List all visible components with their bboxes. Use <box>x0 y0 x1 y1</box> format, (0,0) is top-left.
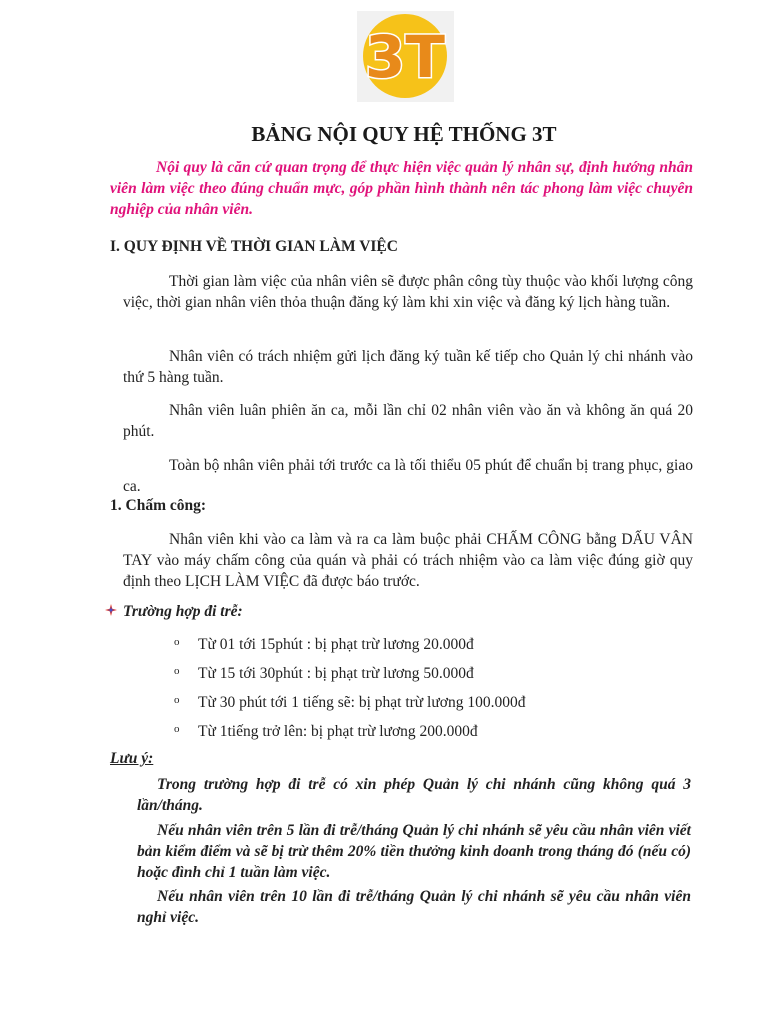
subsection-heading: 1. Chấm công: <box>110 497 207 514</box>
document-title: BẢNG NỘI QUY HỆ THỐNG 3T <box>251 122 557 146</box>
fine-text: Từ 30 phút tới 1 tiếng sẽ: bị phạt trừ lương 100.000đ <box>198 694 526 711</box>
fine-item <box>174 636 474 654</box>
circle-bullet: o <box>174 665 180 677</box>
logo-text: 3T <box>365 23 445 91</box>
paragraph-text: Nhân viên có trách nhiệm gửi lịch đăng ký tuần kế tiếp cho Quản lý chi nhánh vào thứ 5 hàng tuần. <box>123 348 693 386</box>
fine-text: Từ 01 tới 15phút : bị phạt trừ lương 20.000đ <box>198 636 474 653</box>
note-label: Lưu ý: <box>110 750 154 767</box>
paragraph-text: Thời gian làm việc của nhân viên sẽ được phân công tùy thuộc vào khối lượng công việc, thời gian nhân viên thỏa thuận đăng ký làm khi xin việc và đăng ký lịch hàng tuần. <box>123 273 693 311</box>
four-point-star-icon <box>105 603 123 621</box>
fine-text: Từ 1tiếng trở lên: bị phạt trừ lương 200.000đ <box>198 723 478 740</box>
note-text: Trong trường hợp đi trễ có xin phép Quản lý chi nhánh cũng không quá 3 lần/tháng. <box>137 776 691 814</box>
intro-paragraph <box>110 157 693 220</box>
3t-logo-icon <box>357 11 454 102</box>
late-case-heading <box>105 603 243 621</box>
paragraph <box>123 346 693 388</box>
fine-text: Từ 15 tới 30phút : bị phạt trừ lương 50.000đ <box>198 665 474 682</box>
paragraph-text: Nhân viên luân phiên ăn ca, mỗi lần chỉ 02 nhân viên vào ăn và không ăn quá 20 phút. <box>123 402 693 440</box>
note-item <box>137 820 691 883</box>
intro-text: Nội quy là căn cứ quan trọng để thực hiện việc quản lý nhân sự, định hướng nhân viên làm việc theo đúng chuẩn mực, góp phần hình thành nên tác phong làm việc chuyên nghiệp của nhân viên. <box>110 159 693 218</box>
paragraph <box>123 529 693 592</box>
circle-bullet: o <box>174 723 180 735</box>
note-item <box>137 774 691 816</box>
circle-bullet: o <box>174 694 180 706</box>
note-item <box>137 886 691 928</box>
note-text: Nếu nhân viên trên 10 lần đi trễ/tháng Quản lý chi nhánh sẽ yêu cầu nhân viên nghỉ việc. <box>137 888 691 926</box>
fine-item <box>174 723 478 741</box>
paragraph <box>123 400 693 442</box>
paragraph-text: Nhân viên khi vào ca làm và ra ca làm buộc phải CHẤM CÔNG bằng DẤU VÂN TAY vào máy chấm công của quán và phải có trách nhiệm vào ca làm việc đúng giờ quy định theo LỊCH LÀM VIỆC đã được báo trước. <box>123 531 693 590</box>
logo <box>357 11 454 102</box>
fine-item <box>174 665 474 683</box>
paragraph <box>123 271 693 313</box>
note-text: Nếu nhân viên trên 5 lần đi trễ/tháng Quản lý chi nhánh sẽ yêu cầu nhân viên viết bản kiểm điểm và sẽ bị trừ thêm 20% tiền thưởng kinh doanh trong tháng đó (nếu có) hoặc đình chỉ 1 tuần làm việc. <box>137 822 691 881</box>
paragraph <box>123 455 693 497</box>
paragraph-text: Toàn bộ nhân viên phải tới trước ca là tối thiểu 05 phút để chuẩn bị trang phục, giao ca. <box>123 457 693 495</box>
section-heading: I. QUY ĐỊNH VỀ THỜI GIAN LÀM VIỆC <box>110 238 398 255</box>
late-case-label: Trường hợp đi trễ: <box>123 603 243 620</box>
circle-bullet: o <box>174 636 180 648</box>
fine-item <box>174 694 525 712</box>
